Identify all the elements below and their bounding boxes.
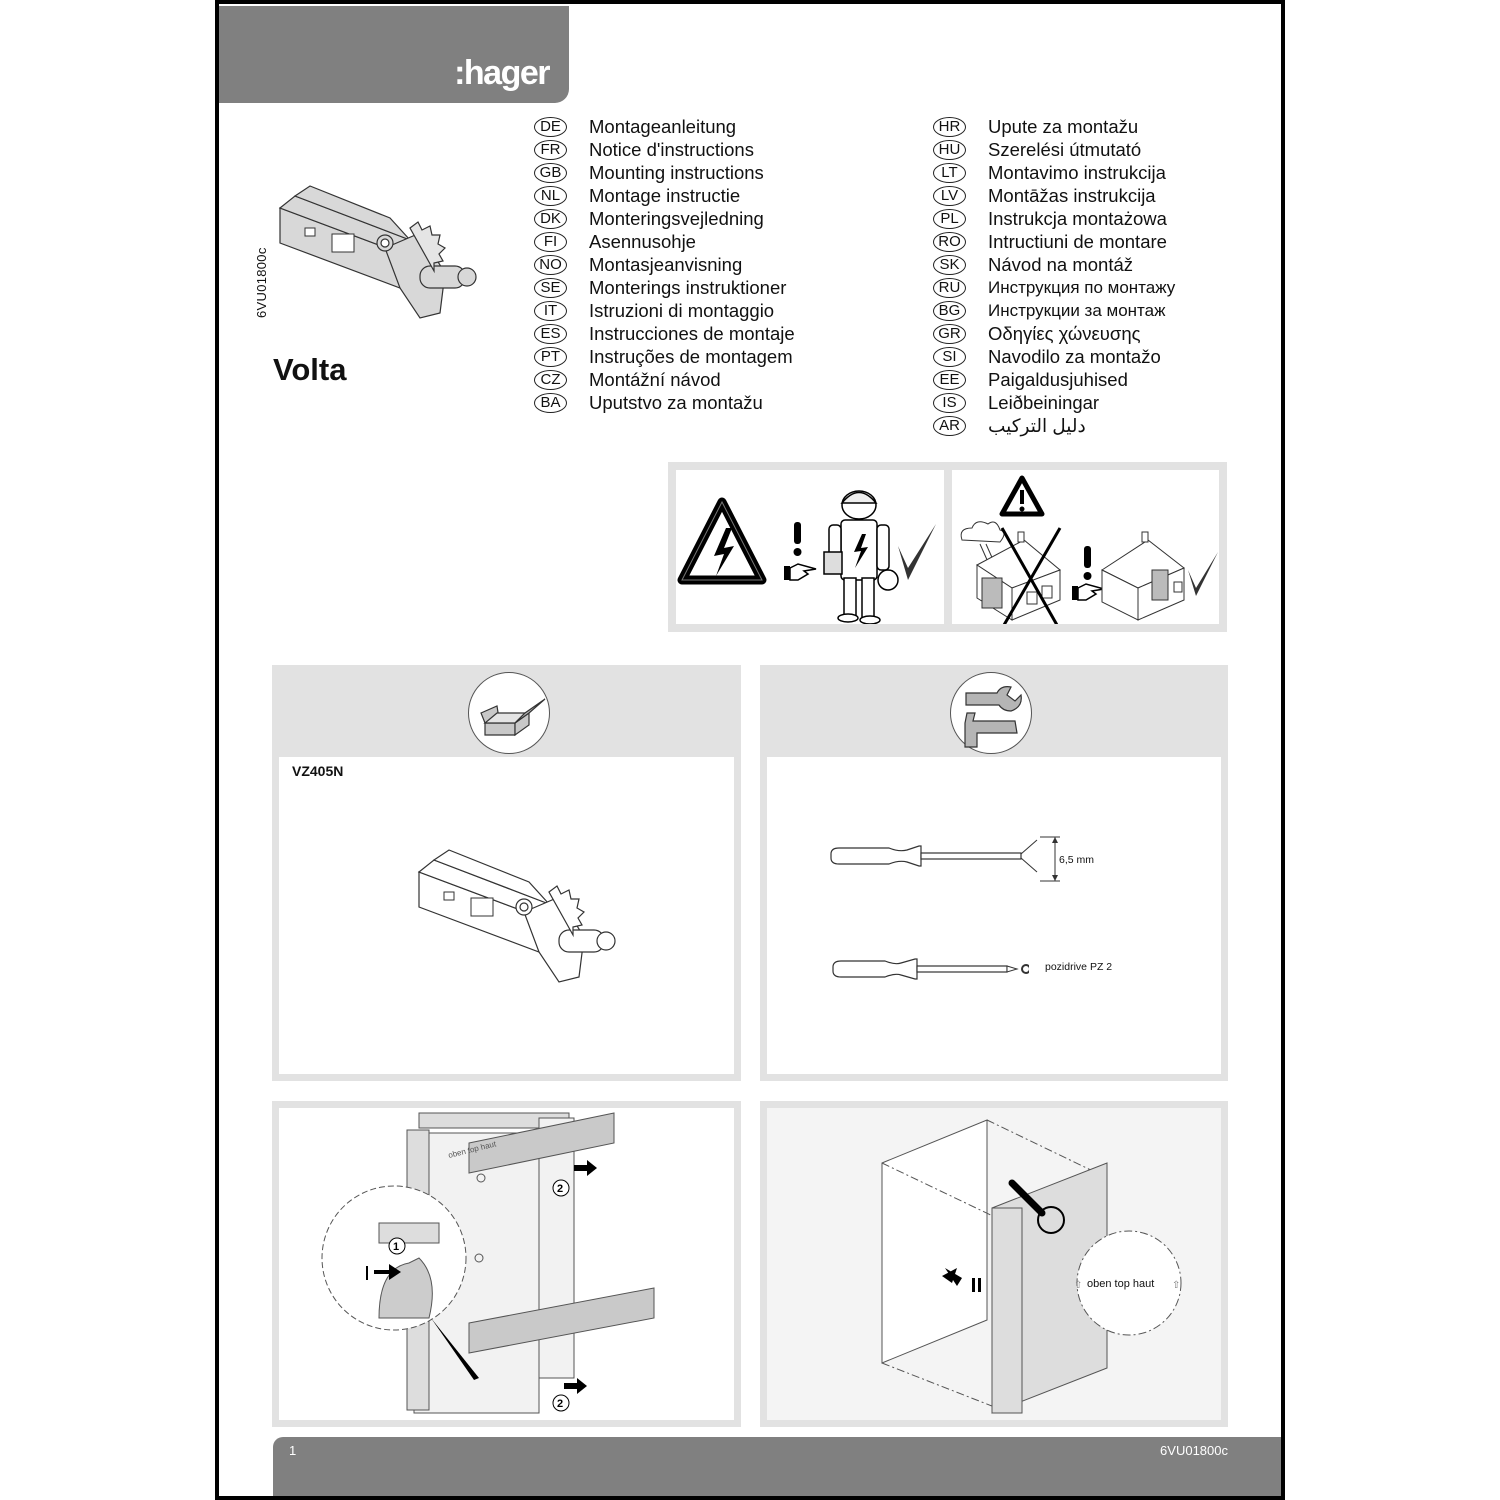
- flat-blade-size-label: 6,5 mm: [1059, 854, 1095, 866]
- lang-item-no: NO Montasjeanvisning: [534, 253, 795, 276]
- page-border-left: [215, 0, 219, 1500]
- step-marker-2b: 2: [557, 1398, 564, 1410]
- page-border-bottom: [215, 1496, 1285, 1500]
- warning-indoor-cell: [952, 470, 1219, 624]
- lang-item-gb: GB Mounting instructions: [534, 161, 795, 184]
- lang-item-ar: AR دليل التركيب: [933, 414, 1175, 437]
- warning-electrician-cell: [676, 470, 944, 624]
- page-border-top: [215, 0, 1285, 4]
- rail-label-text: oben top haut: [447, 1139, 497, 1160]
- orientation-callout-label: oben top haut: [1087, 1278, 1155, 1290]
- pozidrive-size-label: pozidrive PZ 2: [1045, 961, 1113, 973]
- checkmark-icon: [1188, 552, 1218, 596]
- tools-panel: [760, 665, 1228, 1081]
- exclamation-icon: [794, 522, 802, 556]
- lang-item-nl: NL Montage instructie: [534, 184, 795, 207]
- electrician-icon: [824, 491, 898, 624]
- product-name: Volta: [273, 352, 347, 387]
- up-arrow-icon: ⇧: [1172, 1280, 1181, 1291]
- electric-hazard-icon: [682, 502, 762, 580]
- lang-item-bg: BG Инструкции за монтаж: [933, 299, 1175, 322]
- exclamation-icon: [1084, 546, 1092, 580]
- pointing-hand-icon: [784, 564, 816, 580]
- contents-body: [279, 757, 734, 1074]
- checkmark-icon: [898, 524, 936, 580]
- page-border-right: [1281, 0, 1285, 1500]
- lang-item-pl: PL Instrukcja montażowa: [933, 207, 1175, 230]
- step-1-body: [279, 1108, 734, 1420]
- step-marker-2a: 2: [557, 1183, 564, 1195]
- lang-item-lt: LT Montavimo instrukcija: [933, 161, 1175, 184]
- step-1-panel: [272, 1101, 741, 1427]
- tools-icon: [950, 672, 1032, 754]
- lang-item-is: IS Leiðbeiningar: [933, 391, 1175, 414]
- warning-triangle-icon: [1002, 478, 1042, 514]
- product-illustration-icon: [270, 178, 480, 328]
- page-number: 1: [289, 1443, 297, 1458]
- lang-item-hu: HU Szerelési útmutató: [933, 138, 1175, 161]
- lang-item-ee: EE Paigaldusjuhised: [933, 368, 1175, 391]
- step-2-panel: [760, 1101, 1228, 1427]
- language-list-right: [933, 115, 1175, 437]
- pull-arrow-icon: [574, 1160, 597, 1176]
- lang-item-it: IT Istruzioni di montaggio: [534, 299, 795, 322]
- lang-item-es: ES Instrucciones de montaje: [534, 322, 795, 345]
- lang-item-sk: SK Návod na montáž: [933, 253, 1175, 276]
- lang-item-de: DE Montageanleitung: [534, 115, 795, 138]
- brand-logo: :hager: [454, 54, 549, 92]
- remove-rails-illustration-icon: [279, 1108, 734, 1420]
- lang-item-lv: LV Montāžas instrukcija: [933, 184, 1175, 207]
- brand-header-bar: [219, 6, 569, 103]
- contents-panel: [272, 665, 741, 1081]
- tools-body: [767, 757, 1221, 1074]
- pull-arrow-icon: [564, 1378, 587, 1394]
- lang-item-si: SI Navodilo za montažo: [933, 345, 1175, 368]
- up-arrow-icon: ⇧: [1074, 1280, 1083, 1291]
- pointing-hand-icon: [1072, 584, 1104, 600]
- document-code-vertical: 6VU01800c: [254, 247, 269, 318]
- lang-item-dk: DK Monteringsvejledning: [534, 207, 795, 230]
- lang-item-se: SE Monterings instruktioner: [534, 276, 795, 299]
- house-outdoor-crossed-icon: [977, 528, 1060, 624]
- page-footer: [273, 1437, 1281, 1496]
- flat-screwdriver-icon: [827, 832, 1047, 892]
- mount-enclosure-illustration-icon: [767, 1108, 1221, 1420]
- step-marker-1: 1: [393, 1241, 400, 1253]
- lang-item-fr: FR Notice d'instructions: [534, 138, 795, 161]
- language-list-left: [534, 115, 795, 414]
- lang-item-gr: GR Οδηγίες χώνευσης: [933, 322, 1175, 345]
- safety-warning-panel: [668, 462, 1227, 632]
- lang-item-ro: RO Intructiuni de montare: [933, 230, 1175, 253]
- lang-item-hr: HR Upute za montažu: [933, 115, 1175, 138]
- step-2-body: [767, 1108, 1221, 1420]
- lang-item-ru: RU Инструкция по монтажу: [933, 276, 1175, 299]
- lang-item-ba: BA Uputstvo za montažu: [534, 391, 795, 414]
- product-code: VZ405N: [292, 763, 344, 779]
- lang-item-cz: CZ Montážní návod: [534, 368, 795, 391]
- lang-item-pt: PT Instruções de montagem: [534, 345, 795, 368]
- lang-item-fi: FI Asennusohje: [534, 230, 795, 253]
- house-indoor-icon: [1102, 532, 1184, 620]
- open-box-icon: [468, 672, 550, 754]
- product-part-illustration-icon: [409, 842, 619, 992]
- footer-document-code: 6VU01800c: [1160, 1443, 1228, 1458]
- pozidrive-screwdriver-icon: [829, 957, 1029, 987]
